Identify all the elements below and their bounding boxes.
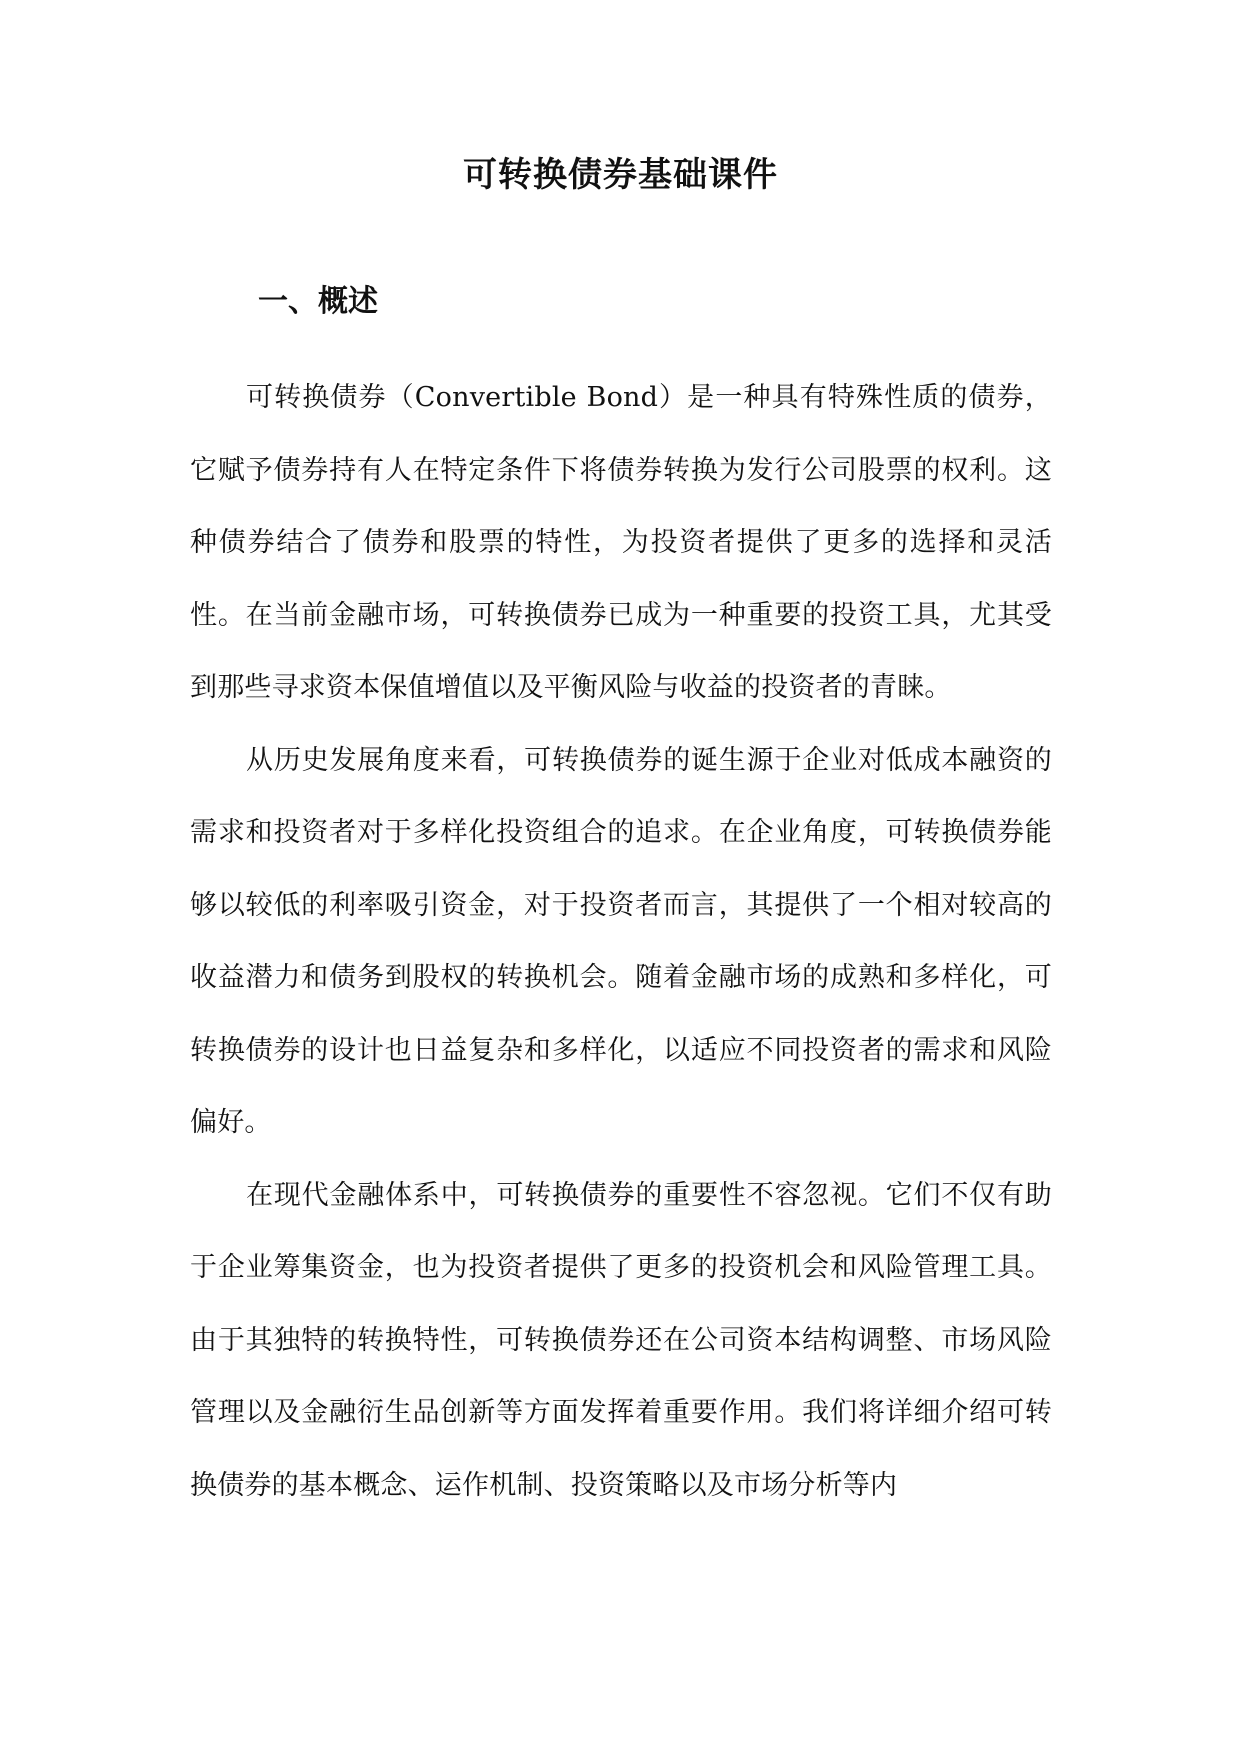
document-title: 可转换债券基础课件 <box>463 155 778 195</box>
section-heading-overview: 一、概述 <box>258 284 378 319</box>
paragraph-history: 从历史发展角度来看，可转换债券的诞生源于企业对低成本融资的需求和投资者对于多样化投资组合的追求。在企业角度，可转换债券能够以较低的利率吸引资金，对于投资者而言，其提供了一个相对较高的收益潜力和债务到股权的转换机会。随着金融市场的成熟和多样化，可转换债券的设计也日益复杂和多样化，以适应不同投资者的需求和风险偏好。 <box>190 744 1052 1138</box>
section-body <box>190 362 1052 1522</box>
paragraph-importance: 在现代金融体系中，可转换债券的重要性不容忽视。它们不仅有助于企业筹集资金，也为投资者提供了更多的投资机会和风险管理工具。由于其独特的转换特性，可转换债券还在公司资本结构调整、市场风险管理以及金融衍生品创新等方面发挥着重要作用。我们将详细介绍可转换债券的基本概念、运作机制、投资策略以及市场分析等内 <box>190 1179 1052 1501</box>
paragraph-definition: 可转换债券（Convertible Bond）是一种具有特殊性质的债券，它赋予债券持有人在特定条件下将债券转换为发行公司股票的权利。这种债券结合了债券和股票的特性，为投资者提供了更多的选择和灵活性。在当前金融市场，可转换债券已成为一种重要的投资工具，尤其受到那些寻求资本保值增值以及平衡风险与收益的投资者的青睐。 <box>190 382 1052 703</box>
